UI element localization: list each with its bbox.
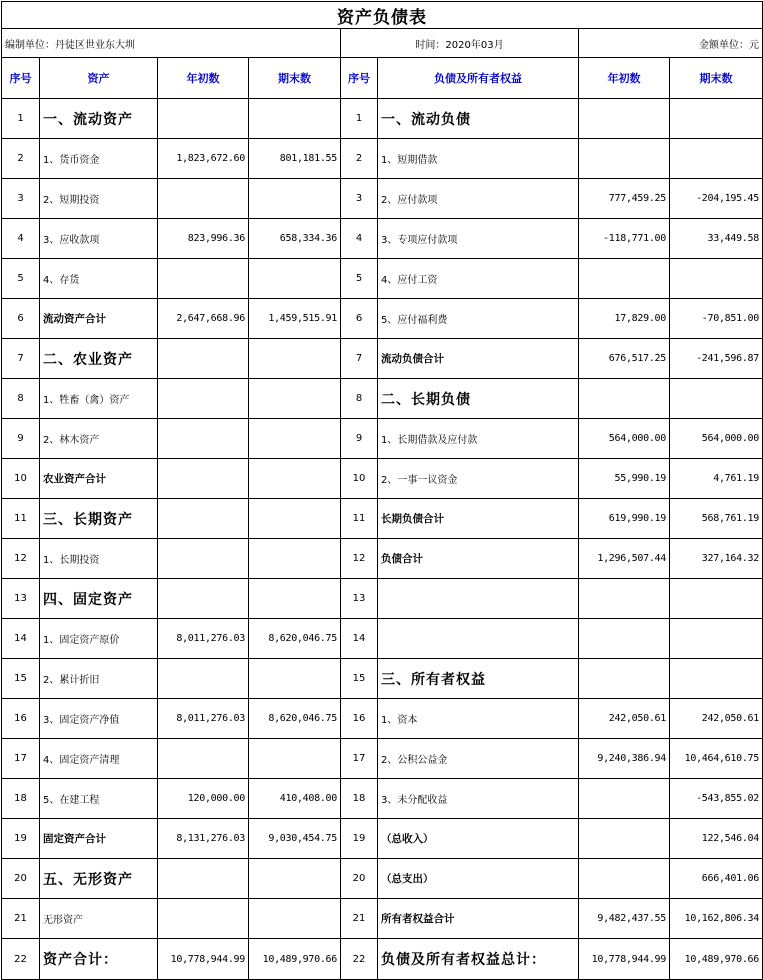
liability-name: 所有者权益合计 bbox=[378, 899, 579, 939]
asset-end-value bbox=[249, 739, 341, 779]
row-no-left: 20 bbox=[2, 859, 40, 899]
table-row bbox=[2, 139, 763, 179]
table-row bbox=[2, 779, 763, 819]
row-no-right: 20 bbox=[341, 859, 378, 899]
liability-begin-value: 777,459.25 bbox=[579, 179, 670, 219]
liability-end-value bbox=[670, 659, 763, 699]
liability-end-value: 10,162,806.34 bbox=[670, 899, 763, 939]
table-row bbox=[2, 899, 763, 939]
asset-begin-value bbox=[158, 579, 249, 619]
asset-end-value bbox=[249, 339, 341, 379]
asset-end-value: 1,459,515.91 bbox=[249, 299, 341, 339]
asset-end-value: 9,030,454.75 bbox=[249, 819, 341, 859]
liability-end-value: 568,761.19 bbox=[670, 499, 763, 539]
liability-name: 5、应付福利费 bbox=[378, 299, 579, 339]
asset-begin-value bbox=[158, 419, 249, 459]
header-no: 序号 bbox=[2, 58, 40, 99]
liability-begin-value: 242,050.61 bbox=[579, 699, 670, 739]
table-row bbox=[2, 579, 763, 619]
asset-name: 资产合计： bbox=[40, 939, 158, 980]
row-no-right: 7 bbox=[341, 339, 378, 379]
row-no-left: 5 bbox=[2, 259, 40, 299]
liability-end-value: -241,596.87 bbox=[670, 339, 763, 379]
table-row bbox=[2, 739, 763, 779]
row-no-right: 12 bbox=[341, 539, 378, 579]
liability-end-value bbox=[670, 579, 763, 619]
asset-begin-value bbox=[158, 379, 249, 419]
liability-end-value bbox=[670, 99, 763, 139]
row-no-left: 9 bbox=[2, 419, 40, 459]
asset-end-value bbox=[249, 579, 341, 619]
table-row bbox=[2, 179, 763, 219]
row-no-left: 1 bbox=[2, 99, 40, 139]
asset-end-value: 801,181.55 bbox=[249, 139, 341, 179]
asset-end-value bbox=[249, 899, 341, 939]
row-no-left: 4 bbox=[2, 219, 40, 259]
liability-begin-value: 619,990.19 bbox=[579, 499, 670, 539]
liability-end-value: 666,401.06 bbox=[670, 859, 763, 899]
header-asset: 资产 bbox=[40, 58, 158, 99]
liability-begin-value bbox=[579, 99, 670, 139]
liability-name: 2、一事一议资金 bbox=[378, 459, 579, 499]
asset-name: 一、流动资产 bbox=[40, 99, 158, 139]
asset-name: 流动资产合计 bbox=[40, 299, 158, 339]
row-no-left: 16 bbox=[2, 699, 40, 739]
table-row bbox=[2, 539, 763, 579]
table-row bbox=[2, 619, 763, 659]
asset-end-value bbox=[249, 99, 341, 139]
header-end: 期末数 bbox=[249, 58, 341, 99]
liability-name: 二、长期负债 bbox=[378, 379, 579, 419]
liability-begin-value bbox=[579, 259, 670, 299]
liability-end-value: 4,761.19 bbox=[670, 459, 763, 499]
row-no-right: 2 bbox=[341, 139, 378, 179]
row-no-left: 6 bbox=[2, 299, 40, 339]
row-no-left: 11 bbox=[2, 499, 40, 539]
asset-name: 1、长期投资 bbox=[40, 539, 158, 579]
row-no-right: 15 bbox=[341, 659, 378, 699]
table-row bbox=[2, 339, 763, 379]
row-no-right: 17 bbox=[341, 739, 378, 779]
report-period: 时间：2020年03月 bbox=[341, 29, 579, 58]
asset-begin-value: 8,131,276.03 bbox=[158, 819, 249, 859]
table-row bbox=[2, 259, 763, 299]
liability-name: 1、资本 bbox=[378, 699, 579, 739]
header-end-right: 期末数 bbox=[670, 58, 763, 99]
asset-end-value bbox=[249, 419, 341, 459]
asset-end-value bbox=[249, 179, 341, 219]
liability-name: 长期负债合计 bbox=[378, 499, 579, 539]
row-no-right: 1 bbox=[341, 99, 378, 139]
table-row bbox=[2, 859, 763, 899]
asset-begin-value bbox=[158, 459, 249, 499]
reporting-unit: 编制单位：丹徒区世业东大圳 bbox=[2, 29, 341, 58]
asset-begin-value: 8,011,276.03 bbox=[158, 699, 249, 739]
row-no-left: 22 bbox=[2, 939, 40, 980]
asset-begin-value: 8,011,276.03 bbox=[158, 619, 249, 659]
liability-name: 负债合计 bbox=[378, 539, 579, 579]
asset-end-value: 8,620,046.75 bbox=[249, 619, 341, 659]
asset-begin-value bbox=[158, 739, 249, 779]
asset-name: 五、无形资产 bbox=[40, 859, 158, 899]
asset-end-value bbox=[249, 379, 341, 419]
row-no-right: 10 bbox=[341, 459, 378, 499]
table-row bbox=[2, 499, 763, 539]
liability-end-value: 33,449.58 bbox=[670, 219, 763, 259]
liability-begin-value: 9,482,437.55 bbox=[579, 899, 670, 939]
table-row bbox=[2, 819, 763, 859]
row-no-right: 3 bbox=[341, 179, 378, 219]
asset-begin-value: 120,000.00 bbox=[158, 779, 249, 819]
row-no-right: 5 bbox=[341, 259, 378, 299]
liability-begin-value: 9,240,386.94 bbox=[579, 739, 670, 779]
asset-name: 固定资产合计 bbox=[40, 819, 158, 859]
liability-begin-value bbox=[579, 579, 670, 619]
row-no-right: 21 bbox=[341, 899, 378, 939]
row-no-right: 11 bbox=[341, 499, 378, 539]
row-no-left: 10 bbox=[2, 459, 40, 499]
table-row bbox=[2, 459, 763, 499]
liability-begin-value bbox=[579, 859, 670, 899]
row-no-right: 16 bbox=[341, 699, 378, 739]
asset-name: 1、固定资产原价 bbox=[40, 619, 158, 659]
row-no-left: 15 bbox=[2, 659, 40, 699]
asset-begin-value bbox=[158, 859, 249, 899]
liability-name: （总支出） bbox=[378, 859, 579, 899]
row-no-left: 18 bbox=[2, 779, 40, 819]
table-row bbox=[2, 299, 763, 339]
row-no-right: 9 bbox=[341, 419, 378, 459]
row-no-left: 2 bbox=[2, 139, 40, 179]
asset-name: 1、货币资金 bbox=[40, 139, 158, 179]
asset-name: 2、林木资产 bbox=[40, 419, 158, 459]
asset-name: 4、固定资产清理 bbox=[40, 739, 158, 779]
table-row bbox=[2, 379, 763, 419]
liability-name: 4、应付工资 bbox=[378, 259, 579, 299]
header-begin-right: 年初数 bbox=[579, 58, 670, 99]
asset-end-value: 8,620,046.75 bbox=[249, 699, 341, 739]
liability-end-value bbox=[670, 619, 763, 659]
liability-begin-value bbox=[579, 779, 670, 819]
asset-begin-value: 823,996.36 bbox=[158, 219, 249, 259]
row-no-left: 8 bbox=[2, 379, 40, 419]
table-row bbox=[2, 939, 763, 980]
header-begin: 年初数 bbox=[158, 58, 249, 99]
liability-end-value: 122,546.04 bbox=[670, 819, 763, 859]
asset-begin-value bbox=[158, 339, 249, 379]
page-title: 资产负债表 bbox=[2, 2, 763, 29]
row-no-right: 22 bbox=[341, 939, 378, 980]
header-liabilities: 负债及所有者权益 bbox=[378, 58, 579, 99]
liability-begin-value: 1,296,507.44 bbox=[579, 539, 670, 579]
liability-name: 一、流动负债 bbox=[378, 99, 579, 139]
asset-begin-value bbox=[158, 499, 249, 539]
header-no-right: 序号 bbox=[341, 58, 378, 99]
asset-begin-value bbox=[158, 179, 249, 219]
asset-name: 二、农业资产 bbox=[40, 339, 158, 379]
liability-begin-value bbox=[579, 819, 670, 859]
asset-begin-value bbox=[158, 899, 249, 939]
liability-begin-value: 10,778,944.99 bbox=[579, 939, 670, 980]
asset-end-value: 410,408.00 bbox=[249, 779, 341, 819]
row-no-left: 7 bbox=[2, 339, 40, 379]
asset-end-value bbox=[249, 259, 341, 299]
asset-end-value bbox=[249, 659, 341, 699]
asset-end-value bbox=[249, 459, 341, 499]
liability-end-value: -543,855.02 bbox=[670, 779, 763, 819]
asset-name: 2、累计折旧 bbox=[40, 659, 158, 699]
liability-name: 1、短期借款 bbox=[378, 139, 579, 179]
liability-end-value bbox=[670, 379, 763, 419]
table-row bbox=[2, 219, 763, 259]
liability-begin-value bbox=[579, 139, 670, 179]
liability-name bbox=[378, 619, 579, 659]
liability-end-value bbox=[670, 259, 763, 299]
row-no-right: 14 bbox=[341, 619, 378, 659]
liability-name: 负债及所有者权益总计： bbox=[378, 939, 579, 980]
asset-begin-value: 1,823,672.60 bbox=[158, 139, 249, 179]
asset-end-value: 10,489,970.66 bbox=[249, 939, 341, 980]
liability-begin-value: 17,829.00 bbox=[579, 299, 670, 339]
asset-begin-value bbox=[158, 659, 249, 699]
table-row bbox=[2, 699, 763, 739]
row-no-right: 8 bbox=[341, 379, 378, 419]
row-no-right: 13 bbox=[341, 579, 378, 619]
row-no-left: 3 bbox=[2, 179, 40, 219]
asset-begin-value bbox=[158, 259, 249, 299]
liability-name: 流动负债合计 bbox=[378, 339, 579, 379]
liability-begin-value bbox=[579, 659, 670, 699]
asset-name: 5、在建工程 bbox=[40, 779, 158, 819]
row-no-right: 4 bbox=[341, 219, 378, 259]
liability-end-value: 242,050.61 bbox=[670, 699, 763, 739]
row-no-left: 13 bbox=[2, 579, 40, 619]
row-no-right: 19 bbox=[341, 819, 378, 859]
asset-begin-value bbox=[158, 539, 249, 579]
liability-name: 三、所有者权益 bbox=[378, 659, 579, 699]
liability-end-value: -204,195.45 bbox=[670, 179, 763, 219]
liability-end-value: 10,489,970.66 bbox=[670, 939, 763, 980]
asset-end-value: 658,334.36 bbox=[249, 219, 341, 259]
table-row bbox=[2, 419, 763, 459]
liability-name: 1、长期借款及应付款 bbox=[378, 419, 579, 459]
liability-end-value: 564,000.00 bbox=[670, 419, 763, 459]
liability-end-value: 10,464,610.75 bbox=[670, 739, 763, 779]
asset-name: 4、存货 bbox=[40, 259, 158, 299]
liability-name bbox=[378, 579, 579, 619]
liability-begin-value bbox=[579, 379, 670, 419]
asset-end-value bbox=[249, 539, 341, 579]
currency-unit: 金额单位：元 bbox=[579, 29, 763, 58]
asset-name: 农业资产合计 bbox=[40, 459, 158, 499]
row-no-left: 19 bbox=[2, 819, 40, 859]
liability-name: 3、未分配收益 bbox=[378, 779, 579, 819]
table-row bbox=[2, 99, 763, 139]
asset-end-value bbox=[249, 499, 341, 539]
row-no-left: 14 bbox=[2, 619, 40, 659]
asset-name: 1、牲畜（禽）资产 bbox=[40, 379, 158, 419]
liability-begin-value: 55,990.19 bbox=[579, 459, 670, 499]
liability-begin-value bbox=[579, 619, 670, 659]
liability-name: （总收入） bbox=[378, 819, 579, 859]
asset-name: 无形资产 bbox=[40, 899, 158, 939]
table-row bbox=[2, 659, 763, 699]
balance-sheet-table bbox=[1, 1, 763, 980]
asset-name: 3、应收款项 bbox=[40, 219, 158, 259]
row-no-left: 21 bbox=[2, 899, 40, 939]
liability-end-value bbox=[670, 139, 763, 179]
liability-begin-value: -118,771.00 bbox=[579, 219, 670, 259]
asset-end-value bbox=[249, 859, 341, 899]
liability-begin-value: 676,517.25 bbox=[579, 339, 670, 379]
liability-end-value: -70,851.00 bbox=[670, 299, 763, 339]
row-no-left: 17 bbox=[2, 739, 40, 779]
asset-name: 3、固定资产净值 bbox=[40, 699, 158, 739]
asset-begin-value: 2,647,668.96 bbox=[158, 299, 249, 339]
asset-name: 四、固定资产 bbox=[40, 579, 158, 619]
liability-name: 2、应付款项 bbox=[378, 179, 579, 219]
asset-begin-value: 10,778,944.99 bbox=[158, 939, 249, 980]
asset-begin-value bbox=[158, 99, 249, 139]
asset-name: 三、长期资产 bbox=[40, 499, 158, 539]
liability-name: 2、公积公益金 bbox=[378, 739, 579, 779]
row-no-right: 6 bbox=[341, 299, 378, 339]
row-no-right: 18 bbox=[341, 779, 378, 819]
asset-name: 2、短期投资 bbox=[40, 179, 158, 219]
row-no-left: 12 bbox=[2, 539, 40, 579]
liability-begin-value: 564,000.00 bbox=[579, 419, 670, 459]
liability-name: 3、专项应付款项 bbox=[378, 219, 579, 259]
liability-end-value: 327,164.32 bbox=[670, 539, 763, 579]
